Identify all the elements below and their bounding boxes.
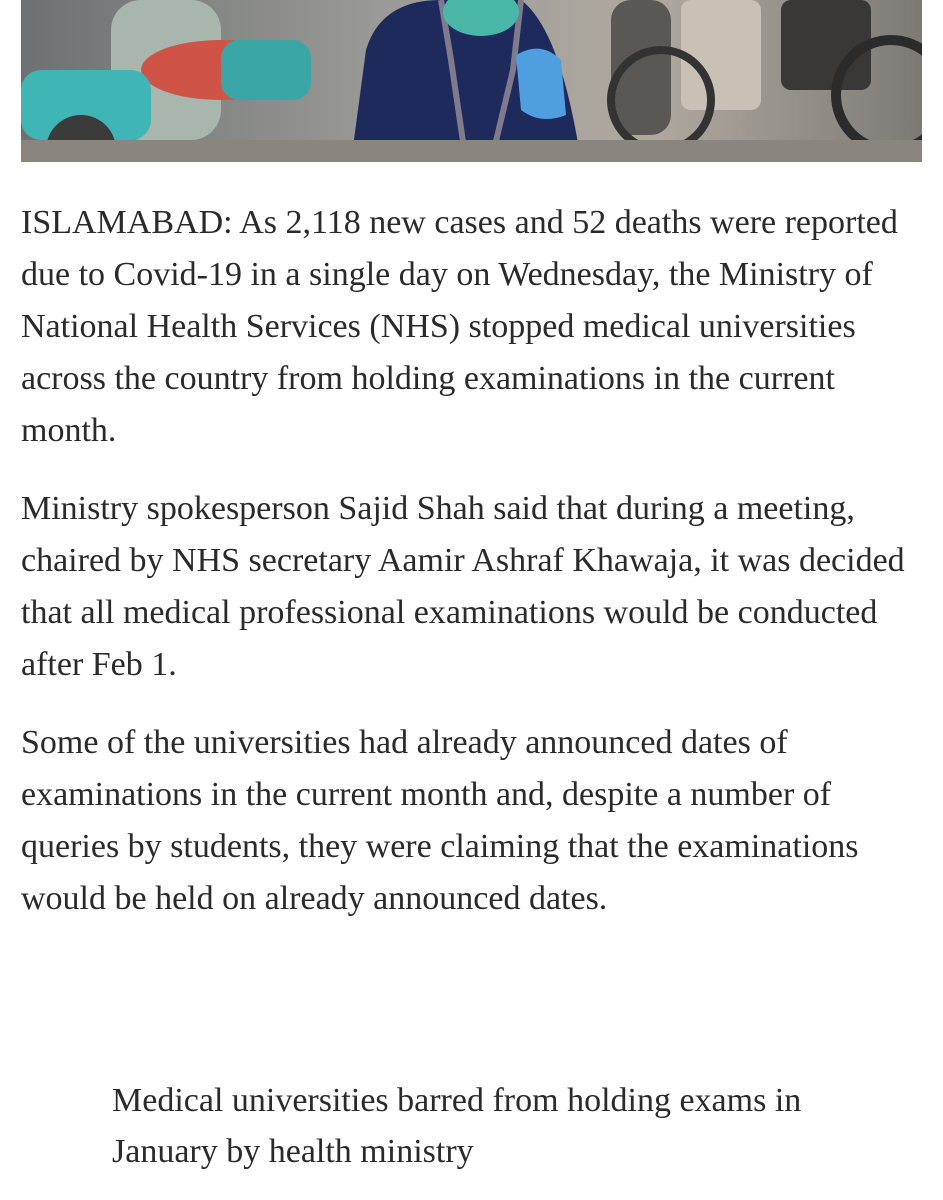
article-paragraph: Ministry spokesperson Sajid Shah said that during a meeting, chaired by NHS secretary Aamir Ashraf Khawaja, it was decided that all medical professional examinations would be conducted after Feb 1.: [21, 490, 905, 683]
hero-image: [21, 0, 922, 162]
article-body: [21, 197, 926, 951]
hero-photo-illustration: [21, 0, 922, 162]
article-paragraph: ISLAMABAD: As 2,118 new cases and 52 deaths were reported due to Covid-19 in a single day on Wednesday, the Ministry of National Health Services (NHS) stopped medical universities across the country from holding examinations in the current month.: [21, 204, 898, 449]
related-article-card[interactable]: [112, 1075, 852, 1177]
related-article-link[interactable]: Medical universities barred from holding exams in January by health ministry: [112, 1082, 802, 1170]
article-paragraph: Some of the universities had already announced dates of examinations in the current month and, despite a number of queries by students, they were claiming that the examinations would be held on already announced dates.: [21, 724, 859, 917]
